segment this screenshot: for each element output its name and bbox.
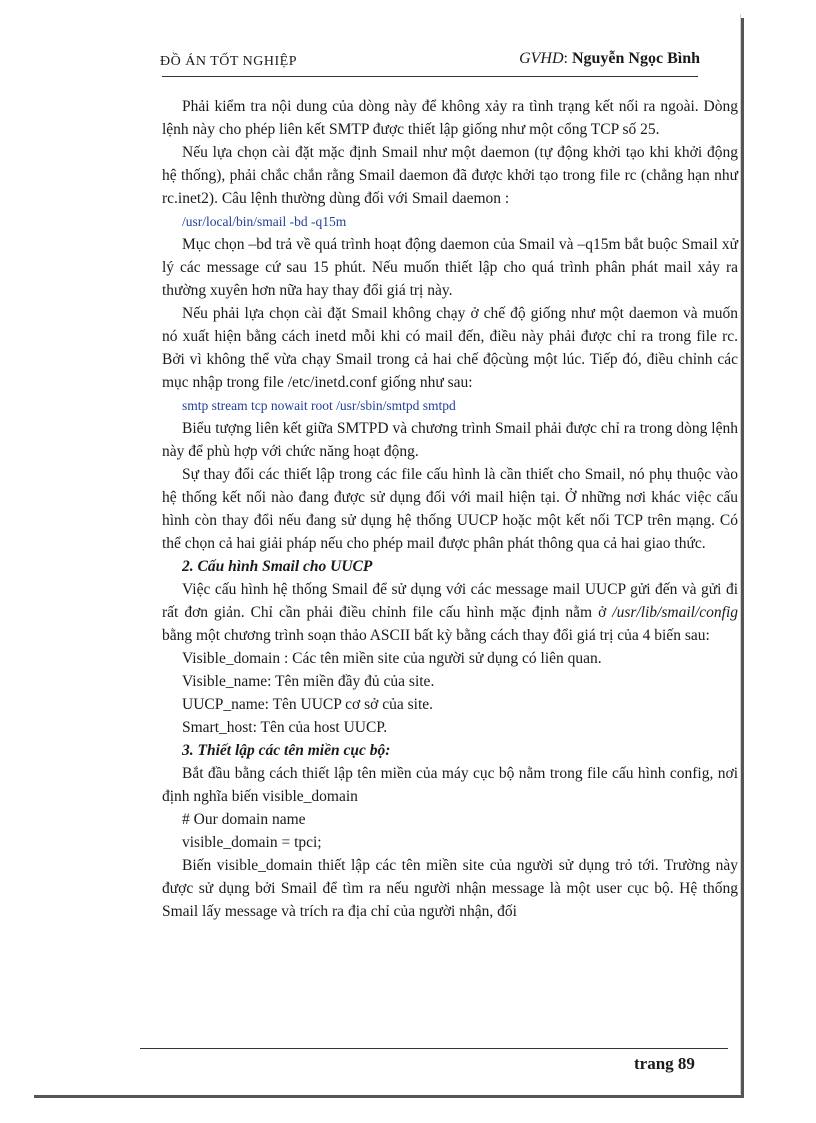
- page-label: trang: [634, 1054, 674, 1073]
- header-sep: :: [563, 50, 572, 67]
- variable-item: Visible_name: Tên miền đầy đủ của site.: [182, 673, 435, 690]
- paragraph: Nếu phải lựa chọn cài đặt Smail không chạy ở chế độ giống như một daemon và muốn nó xuất hiện bằng cách inetd mỗi khi có mail đến, điều này phải được chỉ ra trong file rc. Bởi vì không thể vừa chạy Smail trong cả hai chế độcùng một lúc. Tiếp đó, điều chỉnh các mục nhập trong file /etc/inetd.conf giống như sau:: [162, 305, 738, 391]
- footer-rule: [140, 1048, 728, 1049]
- section-heading: 2. Cấu hình Smail cho UUCP: [182, 558, 373, 575]
- section-heading: 3. Thiết lập các tên miền cục bộ:: [182, 742, 391, 759]
- header-advisor-name: Nguyễn Ngọc Bình: [571, 50, 700, 67]
- page-shadow-bottom: [34, 1095, 744, 1098]
- paragraph: Nếu lựa chọn cài đặt mặc định Smail như một daemon (tự động khởi tạo khi khởi động hệ thống), phải chắc chắn rằng Smail daemon đã được khởi tạo trong file rc (chẳng hạn như rc.inet2). Câu lệnh thường dùng đối với Smail daemon :: [162, 144, 738, 207]
- page-number: 89: [677, 1054, 695, 1073]
- paragraph: Biến visible_domain thiết lập các tên miền site của người sử dụng trỏ tới. Trường này được sử dụng bởi Smail để tìm ra nếu người nhận message là một user cục bộ. Hệ thống Smail lấy message và trích ra địa chỉ của người nhận, đối: [162, 857, 738, 920]
- paragraph-text: Việc cấu hình hệ thống Smail để sử dụng với các message mail UUCP gửi đến và gửi đi rất đơn giản. Chỉ cần phải điều chỉnh file cấu hình mặc định nằm ở: [162, 581, 738, 621]
- code-line: /usr/local/bin/smail -bd -q15m: [182, 214, 347, 229]
- paragraph: Phải kiểm tra nội dung của dòng này để không xảy ra tình trạng kết nối ra ngoài. Dòng lệnh này cho phép liên kết SMTP được thiết lập giống như một cổng TCP số 25.: [162, 98, 738, 138]
- paragraph: [162, 578, 738, 647]
- header-title: ĐỒ ÁN TỐT NGHIỆP: [160, 54, 297, 69]
- header-gvhd-label: GVHD: [519, 50, 564, 67]
- paragraph: Biểu tượng liên kết giữa SMTPD và chương trình Smail phải được chỉ ra trong dòng lệnh này để phù hợp với chức năng hoạt động.: [162, 420, 738, 460]
- header-rule: [162, 76, 698, 77]
- config-line: # Our domain name: [182, 811, 306, 828]
- config-line: visible_domain = tpci;: [182, 834, 322, 851]
- code-line: smtp stream tcp nowait root /usr/sbin/smtpd smtpd: [182, 398, 456, 413]
- paragraph: Sự thay đổi các thiết lập trong các file cấu hình là cần thiết cho Smail, nó phụ thuộc vào hệ thống kết nối nào đang được sử dụng đối với mail hiện tại. Ở những nơi khác việc cấu hình còn thay đổi nếu đang sử dụng hệ thống UUCP hoặc một kết nối TCP trên mạng. Có thể chọn cả hai giải pháp nếu cho phép mail được phân phát thông qua cả hai giao thức.: [162, 466, 738, 552]
- page-footer: [634, 1054, 695, 1074]
- paragraph: Mục chọn –bd trả về quá trình hoạt động daemon của Smail và –q15m bắt buộc Smail xử lý các message cứ sau 15 phút. Nếu muốn thiết lập cho quá trình phân phát mail xảy ra thường xuyên hơn nữa hay thay đổi giá trị này.: [162, 236, 738, 299]
- variable-item: Visible_domain : Các tên miền site của người sử dụng có liên quan.: [182, 650, 602, 667]
- paragraph-text: bằng một chương trình soạn thảo ASCII bất kỳ bằng cách thay đổi giá trị của 4 biến sau:: [162, 627, 710, 644]
- paragraph: Bắt đầu bằng cách thiết lập tên miền của máy cục bộ nằm trong file cấu hình config, nơi định nghĩa biến visible_domain: [162, 765, 738, 805]
- header-advisor: [519, 50, 700, 68]
- config-path: /usr/lib/smail/config: [612, 604, 738, 621]
- page-edge: [740, 14, 741, 1094]
- variable-item: UUCP_name: Tên UUCP cơ sở của site.: [182, 696, 434, 713]
- page-shadow-right: [741, 18, 744, 1096]
- variable-item: Smart_host: Tên của host UUCP.: [182, 719, 388, 736]
- page-header: [160, 50, 700, 74]
- document-body: [162, 95, 738, 923]
